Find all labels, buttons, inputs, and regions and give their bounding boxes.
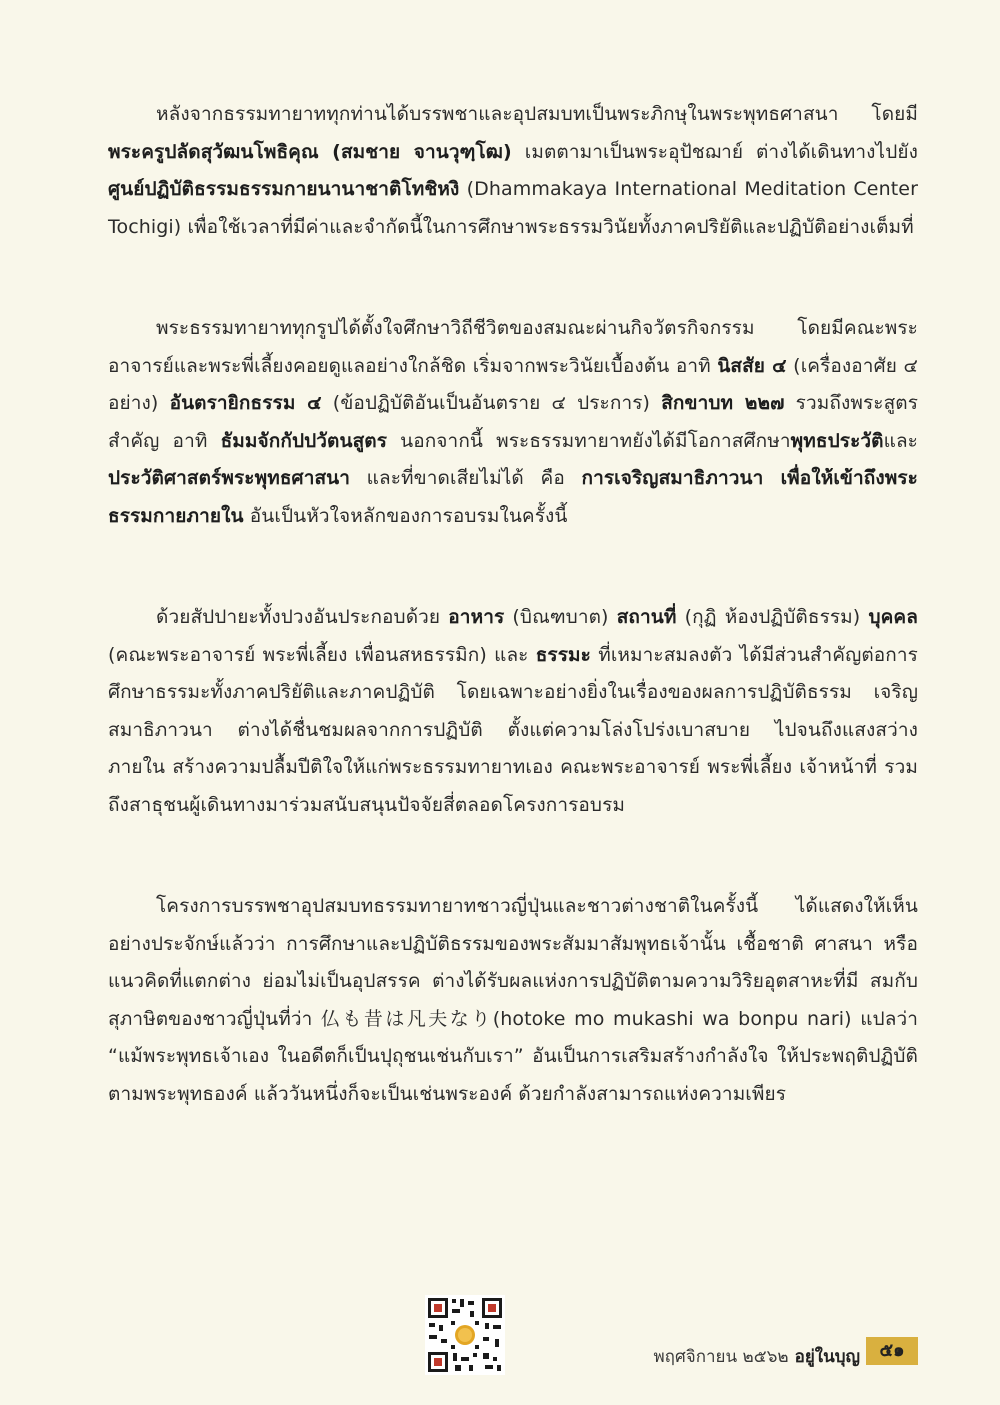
body-text: (ข้อปฏิบัติอันเป็นอันตราย ๔ ประการ) [321,392,662,414]
qr-code-icon[interactable] [425,1295,505,1375]
emphasis-text: บุคคล [868,606,918,628]
body-text: เมตตามาเป็นพระอุปัชฌาย์ ต่างได้เดินทางไปยัง [511,140,918,163]
body-text: โครงการบรรพชาอุปสมบทธรรมทายาทชาวญี่ปุ่นและชาวต่างชาติในครั้งนี้ ได้แสดงให้เห็นอย่างประจักษ์แล้วว่า การศึกษาและปฏิบัติธรรมของพระสัมมาสัมพุทธเจ้านั้น เชื้อชาติ ศาสนา หรือแนวคิดที่แตกต่าง ย่อมไม่เป็นอุปสรรค ต่างได้รับผลแห่งการปฏิบัติตามความวิริยอุตสาหะที่มี สมกับสุภาษิตของชาวญี่ปุ่นที่ว่า 仏も昔は凡夫なり(hotoke mo mukashi wa bonpu nari) แปลว่า “แม้พระพุทธเจ้าเอง ในอดีตก็เป็นปุถุชนเช่นกับเรา” อันเป็นการเสริมสร้างกำลังใจ ให้ประพฤติปฏิบัติตามพระพุทธองค์ แล้ววันหนึ่งก็จะเป็นเช่นพระองค์ ด้วยกำลังสามารถแห่งความเพียร [108,895,918,1105]
paragraph-4 [108,888,918,1113]
body-text: (บิณฑบาต) [504,606,617,628]
body-text: รวมถึงพระสูตรสำคัญ อาทิ [108,392,919,452]
body-text: (เครื่องอาศัย ๔ อย่าง) [108,354,918,414]
page-number-badge: ๕๑ [866,1337,918,1365]
body-text: ที่เหมาะสมลงตัว ได้มีส่วนสำคัญต่อการศึกษาธรรมะทั้งภาคปริยัติและภาคปฏิบัติ โดยเฉพาะอย่างยิ่งในเรื่องของผลการปฏิบัติธรรม เจริญสมาธิภาวนา ต่างได้ชื่นชมผลจากการปฏิบัติ ตั้งแต่ความโล่งโปร่งเบาสบาย ไปจนถึงแสงสว่างภายใน สร้างความปลื้มปีติใจให้แก่พระธรรมทายาทเอง คณะพระอาจารย์ พระพี่เลี้ยง เจ้าหน้าที่ รวมถึงสาธุชนผู้เดินทางมาร่วมสนับสนุนปัจจัยสี่ตลอดโครงการอบรม [108,643,918,816]
emphasis-text: ศูนย์ปฏิบัติธรรมธรรมกายนานาชาติโทชิหงิ [108,178,460,200]
emphasis-text: การเจริญสมาธิภาวนา เพื่อให้เข้าถึงพระธรรมกายภายใน [108,467,918,527]
body-text: และ [883,429,918,452]
body-text: และที่ขาดเสียไม่ได้ คือ [350,467,582,489]
emphasis-text: อันตรายิกธรรม ๔ [169,392,322,414]
paragraph-3 [108,599,918,824]
paragraph-1 [108,96,918,246]
body-text: (กุฏิ ห้องปฏิบัติธรรม) [676,606,869,628]
emphasis-text: ประวัติศาสตร์พระพุทธศาสนา [108,467,351,489]
emphasis-text: ธัมมจักกัปปวัตนสูตร [220,429,388,452]
emphasis-text: พุทธประวัติ [790,429,884,452]
body-text: ด้วยสัปปายะทั้งปวงอันประกอบด้วย [156,606,449,628]
qr-code-graphic [425,1295,505,1375]
body-text: พระธรรมทายาททุกรูปได้ตั้งใจศึกษาวิถีชีวิตของสมณะผ่านกิจวัตรกิจกรรม โดยมีคณะพระอาจารย์และพระพี่เลี้ยงคอยดูแลอย่างใกล้ชิด เริ่มจากพระวินัยเบื้องต้น อาทิ [108,317,918,377]
body-text: หลังจากธรรมทายาททุกท่านได้บรรพชาและอุปสมบทเป็นพระภิกษุในพระพุทธศาสนา โดยมี [156,103,918,125]
magazine-name: อยู่ในบุญ [794,1347,860,1367]
footer-issue-line [653,1343,860,1370]
emphasis-text: สถานที่ [616,606,677,628]
article-body [108,96,918,1177]
body-text: (Dhammakaya International Meditation Center Tochigi) เพื่อใช้เวลาที่มีค่าและจำกัดนี้ในการศึกษาพระธรรมวินัยทั้งภาคปริยัติและปฏิบัติอย่างเต็มที่ [108,178,918,238]
body-text: อันเป็นหัวใจหลักของการอบรมในครั้งนี้ [243,504,568,527]
emphasis-text: อาหาร [448,606,505,628]
emphasis-text: สิกขาบท ๒๒๗ [661,392,785,414]
page-footer [0,1295,1000,1375]
body-text: นอกจากนี้ พระธรรมทายาทยังได้มีโอกาสศึกษา [387,429,791,452]
paragraph-2 [108,310,918,535]
body-text: (คณะพระอาจารย์ พระพี่เลี้ยง เพื่อนสหธรรมิก) และ [108,643,536,666]
emphasis-text: นิสสัย ๔ [717,354,787,377]
issue-date: พฤศจิกายน ๒๕๖๒ [653,1347,789,1367]
emphasis-text: พระครูปลัดสุวัฒนโพธิคุณ (สมชาย จานวุฑฺโฒ) [108,140,512,163]
emphasis-text: ธรรมะ [535,643,591,666]
